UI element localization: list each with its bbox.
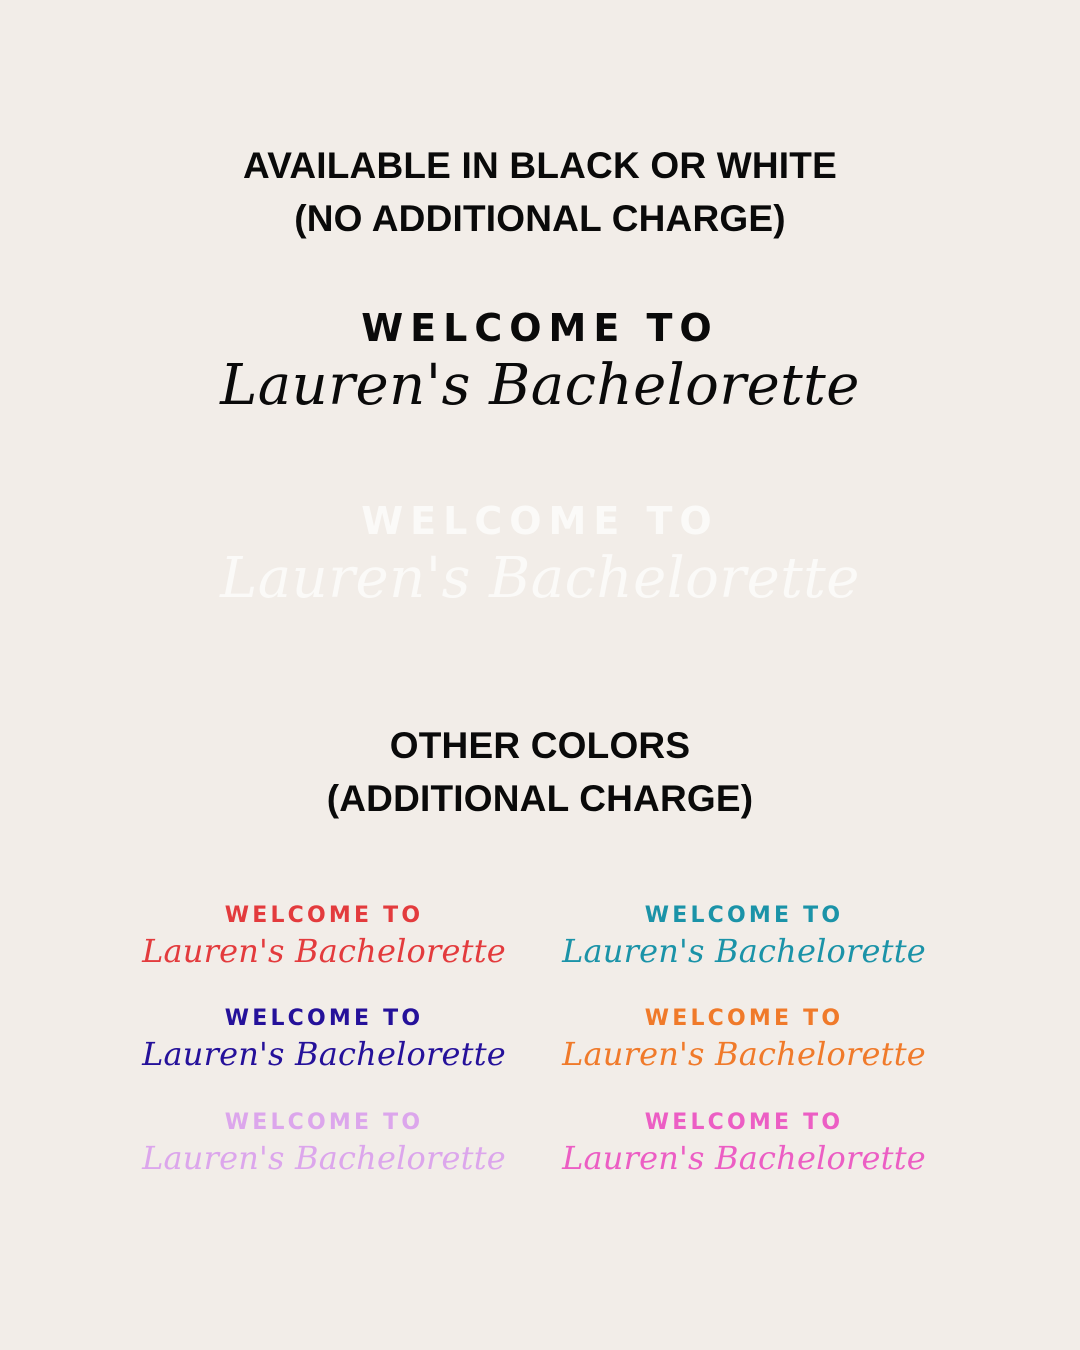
name-script-text: Lauren's Bachelorette	[142, 1035, 506, 1073]
sample-navy	[104, 1004, 544, 1074]
welcome-text: WELCOME TO	[361, 306, 719, 350]
name-script-text: Lauren's Bachelorette	[562, 1035, 926, 1073]
other-heading-line-2: (ADDITIONAL CHARGE)	[326, 778, 754, 819]
other-heading-line-1: OTHER COLORS	[389, 725, 691, 766]
name-script-text: Lauren's Bachelorette	[142, 1139, 506, 1177]
welcome-text: WELCOME TO	[224, 903, 424, 928]
other-colors-heading	[0, 719, 1080, 825]
sample-white	[0, 496, 1080, 612]
welcome-text: WELCOME TO	[644, 1006, 844, 1031]
welcome-text: WELCOME TO	[224, 1110, 424, 1135]
sample-red	[104, 901, 544, 971]
welcome-text: WELCOME TO	[361, 499, 719, 543]
name-script-text: Lauren's Bachelorette	[562, 932, 926, 970]
name-script-text: Lauren's Bachelorette	[220, 546, 860, 611]
name-script-text: Lauren's Bachelorette	[220, 353, 860, 418]
sample-orange	[524, 1004, 964, 1074]
standard-colors-heading	[0, 139, 1080, 245]
standard-heading-line-1: AVAILABLE IN BLACK OR WHITE	[243, 145, 837, 186]
name-script-text: Lauren's Bachelorette	[562, 1139, 926, 1177]
sample-pink	[524, 1108, 964, 1178]
standard-heading-line-2: (NO ADDITIONAL CHARGE)	[294, 198, 786, 239]
welcome-text: WELCOME TO	[224, 1006, 424, 1031]
welcome-text: WELCOME TO	[644, 1110, 844, 1135]
sample-teal	[524, 901, 964, 971]
welcome-text: WELCOME TO	[644, 903, 844, 928]
sample-black	[0, 303, 1080, 419]
sample-lavender	[104, 1108, 544, 1178]
name-script-text: Lauren's Bachelorette	[142, 932, 506, 970]
